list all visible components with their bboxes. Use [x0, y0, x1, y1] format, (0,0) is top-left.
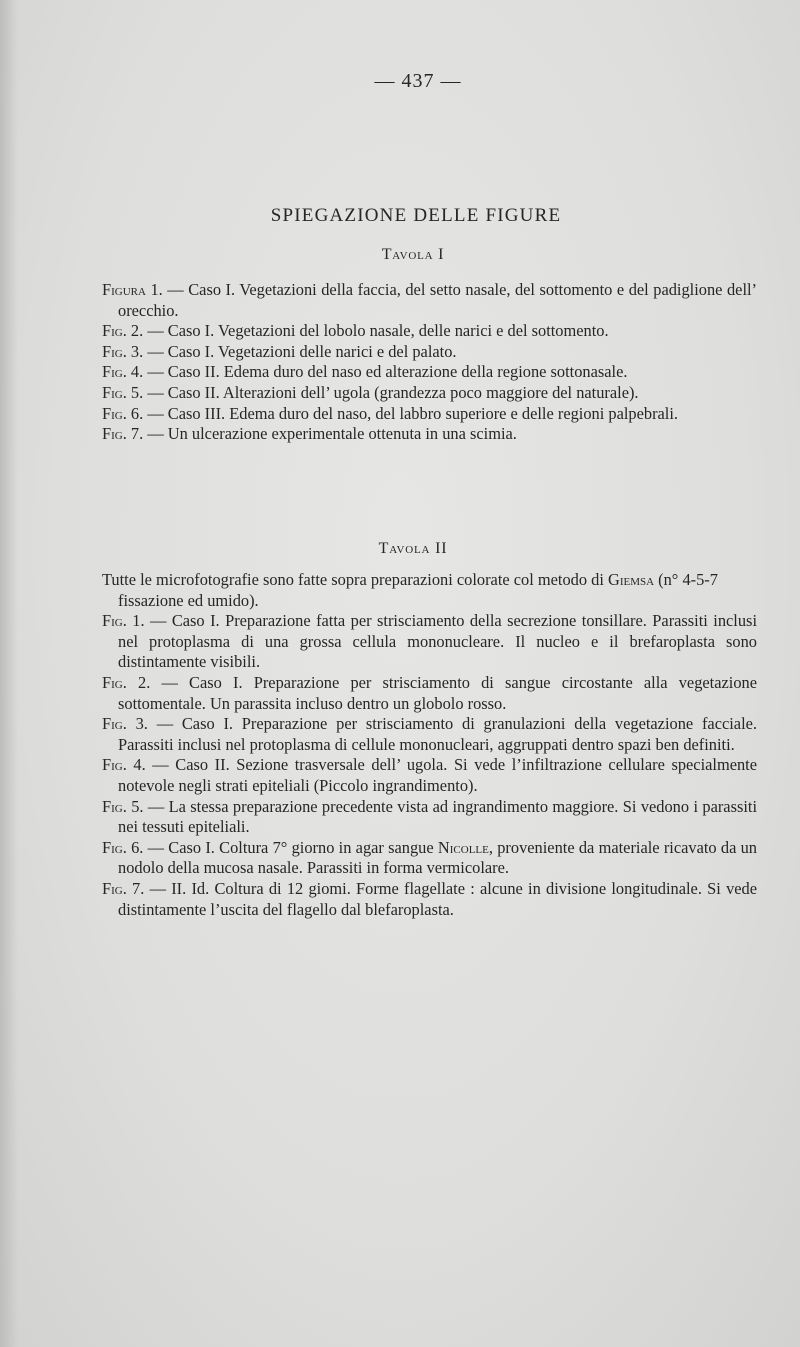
entry-text: — Caso III. Edema duro del naso, del labbro superiore e delle regioni palpebrali. [143, 403, 679, 423]
intro-text: Tutte le microfotografie sono fatte sopra preparazioni colorate col metodo di [102, 570, 608, 589]
entry-text: — Caso I. Preparazione per strisciamento di granulazioni della vegetazione facciale. Parassiti inclusi nel protoplasma di cellule mononucleari, aggruppati dentro spazi ben definiti. [118, 714, 757, 754]
entry-label: Fig. 4. [102, 755, 146, 775]
entry-text: — Caso I. Vegetazioni delle narici e del palato. [143, 341, 457, 361]
tavola-1-entry-7 [102, 424, 757, 445]
entry-text: — Caso I. Vegetazioni del lobolo nasale, delle narici e del sottomento. [143, 321, 609, 341]
tavola-2-entry-1 [102, 611, 757, 673]
tavola-2-entry-7 [102, 879, 757, 920]
entry-label: Fig. 2. [102, 321, 144, 341]
tavola-1-entry-5 [102, 383, 757, 404]
entry-label: Fig. 5. [102, 382, 144, 402]
entry-text-end: , proveniente da materiale ricavato da un nodolo della mucosa nasale. Parassiti in forma vermicolare. [118, 837, 757, 878]
tavola-1-entry-4 [102, 362, 757, 383]
entry-label: Fig. 3. [102, 714, 148, 734]
intro-text-end: (n° 4-5-7 fissazione ed umido). [118, 570, 718, 610]
entry-text: — Caso II. Alterazioni dell’ ugola (grandezza poco maggiore del naturale). [143, 382, 639, 402]
entry-label: Fig. 1. [102, 611, 145, 631]
section-title: SPIEGAZIONE DELLE FIGURE [270, 205, 562, 226]
entry-text: — Caso II. Sezione trasversale dell’ ugola. Si vede l’infiltrazione cellulare specialmente notevole negli strati epiteliali (Piccolo ingrandimento). [118, 755, 757, 795]
tavola-2-heading: Tavola II [378, 540, 448, 557]
entry-label: Fig. 6. [102, 837, 144, 857]
tavola-2-intro [102, 570, 757, 611]
entry-label: Fig. 3. [102, 341, 144, 361]
tavola-1-heading: Tavola I [381, 246, 445, 263]
tavola-2-entries [102, 570, 757, 920]
page-number: — 437 — [374, 70, 462, 92]
entry-label: Fig. 6. [102, 403, 144, 423]
entry-label: Fig. 4. [102, 362, 144, 382]
tavola-1-entries [102, 280, 757, 445]
entry-label: Fig. 7. [102, 424, 144, 444]
page-spine-shadow [0, 0, 18, 1347]
entry-text: — Caso II. Edema duro del naso ed alterazione della regione sottonasale. [143, 362, 628, 382]
entry-text: — La stessa preparazione precedente vista ad ingrandimento maggiore. Si vedono i parassiti nei tessuti epiteliali. [118, 796, 757, 837]
entry-label: Fig. 7. [102, 878, 145, 898]
entry-text: — Caso I. Preparazione per strisciamento di sangue circostante alla vegetazione sottomentale. Un parassita incluso dentro un globolo rosso. [118, 672, 757, 713]
tavola-2-entry-3 [102, 714, 757, 755]
entry-label: Figura 1. [102, 280, 163, 299]
tavola-2-entry-2 [102, 673, 757, 714]
entry-label: Fig. 2. [102, 672, 151, 692]
entry-name: Nicolle [437, 837, 489, 857]
entry-text: — Caso I. Preparazione fatta per strisciamento della secrezione tonsillare. Parassiti inclusi nel protoplasma di una grossa cellula mononucleare. Il nucleo e il brefaroplasta sono distintamente visibili. [118, 611, 757, 672]
intro-name: Giemsa [607, 570, 655, 589]
tavola-1-entry-6 [102, 404, 757, 425]
tavola-2-entry-5 [102, 797, 757, 838]
entry-label: Fig. 5. [102, 796, 144, 816]
tavola-1-entry-1 [102, 280, 757, 321]
entry-text: — Un ulcerazione experimentale ottenuta in una scimia. [143, 424, 517, 444]
tavola-2-entry-6 [102, 838, 757, 879]
entry-text: — Caso I. Coltura 7° giorno in agar sangue [143, 837, 438, 857]
entry-text: — Caso I. Vegetazioni della faccia, del setto nasale, del sottomento e del padiglione dell’ orecchio. [118, 280, 758, 320]
entry-text: — II. Id. Coltura di 12 giomi. Forme flagellate : alcune in divisione longitudinale. Si vede distintamente l’uscita del flagello dal blefaroplasta. [118, 878, 758, 919]
tavola-1-entry-3 [102, 342, 757, 363]
tavola-1-entry-2 [102, 321, 757, 342]
tavola-2-entry-4 [102, 755, 757, 796]
